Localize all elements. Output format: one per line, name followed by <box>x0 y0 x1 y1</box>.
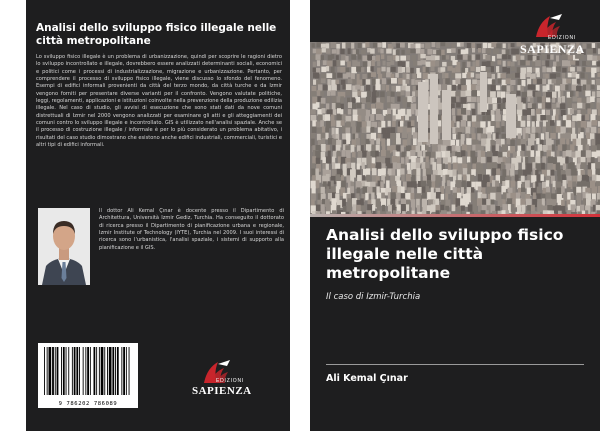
back-cover-title: Analisi dello sviluppo fisico illegale nelle città metropolitane <box>36 22 277 47</box>
author-bio: Il dottor Ali Kemal Çınar è docente presso il Dipartimento di Architettura, Università Izmir Gediz, Turchia. Ha conseguito il dottorato di ricerca presso il Dipartimento di pianificazione urbana e regionale, Izmir Institute of Technology (IYTE), Turchia nel 2009. I suoi interessi di ricerca sono l'urbanistica, l'analisi spaziale, i sistemi di supporto alla pianificazione e il GIS. <box>99 208 284 251</box>
author-photo <box>38 208 90 285</box>
accent-bar <box>310 214 600 217</box>
sapienza-flame-icon <box>500 12 590 38</box>
publisher-name-front: SAPIENZA <box>520 42 585 56</box>
divider-rule <box>326 364 584 365</box>
publisher-edizioni-front: EDIZIONI <box>548 35 577 41</box>
front-cover-author: Ali Kemal Çınar <box>326 373 408 384</box>
publisher-edizioni-back: EDIZIONI <box>216 378 245 384</box>
author-portrait-icon <box>38 208 90 285</box>
city-aerial-photo <box>310 42 600 214</box>
barcode-digits: 9 786202 786089 <box>58 401 118 407</box>
spine-gap <box>290 0 310 431</box>
barcode-icon <box>38 343 138 399</box>
back-cover-synopsis: Lo sviluppo fisico illegale è un problema di urbanizzazione, quindi per scoprire le ragioni dietro lo sviluppo incontrollato e illegale, dovrebbero essere analizzati determinanti sociali, economici e politici come i processi di industrializzazione, migrazione e urbanizzazione. Pertanto, per comprendere il processo di sviluppo fisico illegale, viene discusso lo sfondo del fenomeno. Esempi di edifici informali provenienti da città del terzo mondo, da città turche e da Izmir vengono forniti per presentare diverse varianti per il confronto. Vengono valutate politiche, leggi, regolamenti, applicazioni e istituzioni coinvolte nella prevenzione della produzione edilizia illegale. Nel caso di studio, gli avvisi di esecuzione che sono stati dati da nove comuni distrettuali di Izmir nel 2000 vengono analizzati per esaminare gli atti e gli atteggiamenti dei comuni contro lo sviluppo illegale e incontrollato. GIS è utilizzato nell'analisi spaziale. Anche se il processo di costruzione illegale / informale è per lo più considerato un problema abitativo, i risultati del caso studio dimostrano che esistono anche edifici industriali, commerciali, turistici e altri tipi di edifici informali. <box>36 54 282 149</box>
isbn-barcode <box>38 343 138 408</box>
cityscape-image <box>310 42 600 214</box>
back-cover <box>26 0 290 431</box>
publisher-name-back: SAPIENZA <box>192 385 252 397</box>
publisher-logo-front <box>500 12 590 56</box>
front-cover-title: Analisi dello sviluppo fisico illegale nelle città metropolitane <box>326 226 564 282</box>
front-cover-subtitle: Il caso di Izmir-Turchia <box>326 292 421 302</box>
front-cover <box>310 0 600 431</box>
publisher-logo-back <box>174 358 254 402</box>
